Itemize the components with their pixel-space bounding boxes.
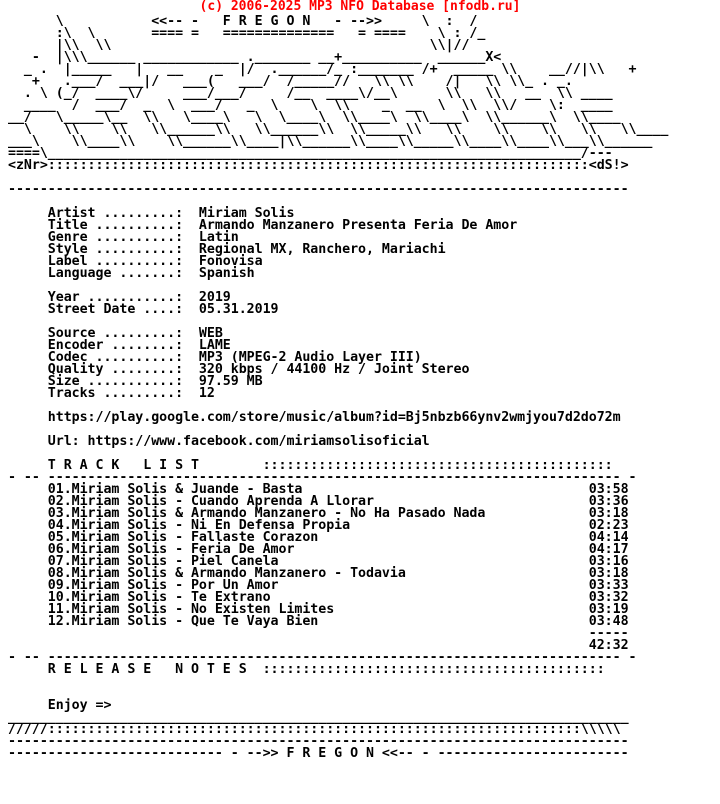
nfo-line: ______________________________________________________________________________ [8,710,629,725]
nfo-line: --------------------------- - -->> F R E G O N <<-- - ------------------------ [8,746,629,761]
nfo-line: 42:32 [8,638,629,653]
nfo-line: ___\ \\____\\ \\______\\____|\\______\\____\\_____\\____\\____\\___\\______ [8,134,653,149]
nfo-line: 12.Miriam Solis - Que Te Vaya Bien 03:48 [8,614,629,629]
nfo-line: 04.Miriam Solis - Ni En Defensa Propia 02:23 [8,518,629,533]
nfo-line: T R A C K L I S T :::::::::::::::::::::::::::::::::::::::::::: [8,458,613,473]
nfo-line: R E L E A S E N O T E S ::::::::::::::::::::::::::::::::::::::::::: [8,662,605,677]
nfo-line: Street Date ....: 05.31.2019 [8,302,279,317]
nfo-line: 02.Miriam Solis - Cuando Aprenda A Llorar 03:36 [8,494,629,509]
nfo-line: ====\___________________________________________________________________/--- [8,146,613,161]
nfo-line: 06.Miriam Solis - Feria De Amor 04:17 [8,542,629,557]
nfo-line [8,676,668,688]
nfo-line: ----- [8,626,629,641]
nfo-line: Label ..........: Fonovisa [8,254,263,269]
nfo-line: Quality ........: 320 kbps / 44100 Hz / Joint Stereo [8,362,470,377]
nfo-line: Size ...........: 97.59 MB [8,374,263,389]
nfo-line: 08.Miriam Solis & Armando Manzanero - Todavia 03:18 [8,566,629,581]
nfo-line: Artist .........: Miriam Solis [8,206,295,221]
nfo-line: _ . |_____ | __ _ |/ .______/_ :_______ /+ _____ \\ __//|\\ + [8,62,637,77]
nfo-line: __/ \_____\__ \\ \____\ \ \____\ \\____\ \\____\ \\______\ \\____ [8,110,621,125]
nfo-line: ------------------------------------------------------------------------------ [8,182,629,197]
nfo-line: Enjoy => [8,698,112,713]
nfo-line: - |\\\______ ____________ ._______ __+__________ ______X< [8,50,502,65]
nfo-line: Codec ..........: MP3 (MPEG-2 Audio Layer III) [8,350,422,365]
nfo-line: 11.Miriam Solis - No Existen Limites 03:19 [8,602,629,617]
nfo-line: - -- ------------------------------------------------------------------------ - [8,470,637,485]
nfo-line: /////:::::::::::::::::::::::::::::::::::::::::::::::::::::::::::::::::::\\\\\ [8,722,621,737]
nfodb-copyright-header: (c) 2006-2025 MP3 NFO Database [nfodb.ru] [199,0,521,14]
nfo-line: Tracks .........: 12 [8,386,215,401]
nfo-line: + .___/ ___|/ ___( ___/ /_____// \\ \\ /| \\ \\_ . _. [8,74,573,89]
nfo-line: \ \\ \\ \\______\\ \\______\\ \\_____\\ \\ \\ \\ \\ \\____ [8,122,669,137]
nfo-line: 05.Miriam Solis - Fallaste Corazon 04:14 [8,530,629,545]
nfo-line[interactable]: Url: https://www.facebook.com/miriamsolisoficial [8,434,430,449]
nfo-line[interactable]: https://play.google.com/store/music/album?id=Bj5nbzb66ynv2wmjyou7d2do72m [8,410,621,425]
nfo-line: 01.Miriam Solis & Juande - Basta 03:58 [8,482,629,497]
nfo-line: Style ..........: Regional MX, Ranchero, Mariachi [8,242,446,257]
nfo-line: ------------------------------------------------------------------------------ [8,734,629,749]
nfo-text-block [8,16,668,760]
nfo-line: |\\ \\ \\|// [8,38,470,53]
nfo-line: \ <<-- - F R E G O N - -->> \ : / [8,14,478,29]
nfo-line: Language .......: Spanish [8,266,255,281]
nfo-line: 03.Miriam Solis & Armando Manzanero - No Ha Pasado Nada 03:18 [8,506,629,521]
nfo-line: :\ \ ==== = ============== = ==== \ : /_ [8,26,486,41]
nfo-line: Source .........: WEB [8,326,223,341]
nfo-line: ____ / ___/ _ \ ___/ _ \ \ \\ _ __ \ \\ \\/ \: ____ [8,98,613,113]
nfo-line: Title ..........: Armando Manzanero Presenta Feria De Amor [8,218,518,233]
nfo-line: 09.Miriam Solis - Por Un Amor 03:33 [8,578,629,593]
nfo-line: <zNr>::::::::::::::::::::::::::::::::::::::::::::::::::::::::::::::::::::<dS!> [8,158,629,173]
nfo-line: 07.Miriam Solis - Piel Canela 03:16 [8,554,629,569]
nfo-line: Year ...........: 2019 [8,290,231,305]
nfo-line: 10.Miriam Solis - Te Extrano 03:32 [8,590,629,605]
nfo-line: Encoder ........: LAME [8,338,231,353]
nfo-line: Genre ..........: Latin [8,230,239,245]
nfo-line: - -- ------------------------------------------------------------------------ - [8,650,637,665]
nfo-line: . \ (_/ ____\/ ___/___/ /__ ____\/__\ \\ \\ __ \\ ____ [8,86,613,101]
